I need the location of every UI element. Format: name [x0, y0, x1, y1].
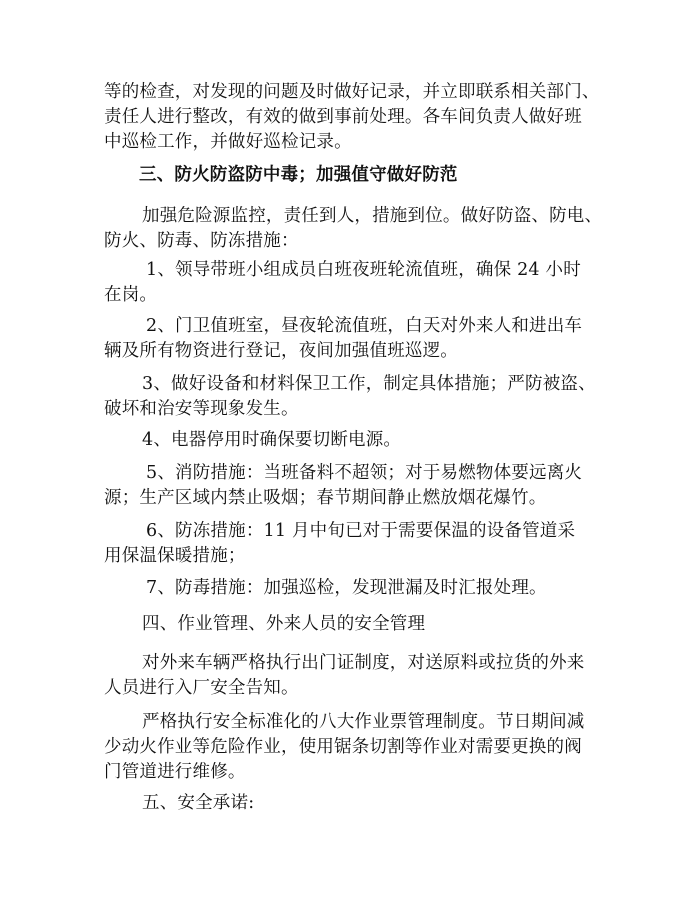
text-line: 1、领导带班小组成员白班夜班轮流值班，确保 24 小时 [146, 260, 581, 280]
text-line: 4、电器停用时确保要切断电源。 [142, 430, 402, 450]
text-line: 3、做好设备和材料保卫工作，制定具体措施；严防被盗、 [142, 374, 596, 394]
text-line: 四、作业管理、外来人员的安全管理 [142, 614, 426, 634]
text-line: 严格执行安全标准化的八大作业票管理制度。节日期间减 [142, 712, 585, 732]
text-line: 6、防冻措施：11 月中旬已对于需要保温的设备管道采 [146, 521, 576, 541]
section-heading-4 [104, 612, 598, 637]
section-heading-5 [104, 791, 598, 816]
list-item-3 [104, 372, 598, 422]
paragraph-visitor-vehicles [104, 651, 598, 701]
text-line: 辆及所有物资进行登记，夜间加强值班巡逻。 [104, 341, 458, 361]
list-item-5 [104, 461, 598, 511]
text-line: 防火、防毒、防冻措施： [104, 231, 299, 251]
text-line: 破坏和治安等现象发生。 [104, 399, 299, 419]
text-line: 三、防火防盗防中毒；加强值守做好防范 [139, 165, 458, 185]
paragraph-work-permits [104, 710, 598, 785]
text-line: 在岗。 [104, 285, 158, 305]
text-line: 加强危险源监控，责任到人，措施到位。做好防盗、防电、 [142, 206, 603, 226]
text-line: 源；生产区域内禁止吸烟；春节期间静止燃放烟花爆竹。 [104, 488, 547, 508]
text-line: 等的检查，对发现的问题及时做好记录，并立即联系相关部门、 [104, 82, 600, 102]
text-line: 门管道进行维修。 [104, 762, 246, 782]
text-line: 责任人进行整改，有效的做到事前处理。各车间负责人做好班 [104, 107, 582, 127]
paragraph-inspection-records [104, 80, 598, 155]
paragraph-hazard-monitoring [104, 204, 603, 254]
list-item-1 [104, 258, 598, 308]
text-line: 人员进行入厂安全告知。 [104, 678, 299, 698]
text-line: 对外来车辆严格执行出门证制度，对送原料或拉货的外来 [142, 653, 585, 673]
text-line: 5、消防措施：当班备料不超领；对于易燃物体要远离火 [146, 463, 583, 483]
list-item-2 [104, 314, 598, 364]
text-line: 少动火作业等危险作业，使用锯条切割等作业对需要更换的阀 [104, 737, 582, 757]
text-line: 用保温保暖措施； [104, 546, 246, 566]
text-line: 7、防毒措施：加强巡检，发现泄漏及时汇报处理。 [146, 578, 547, 598]
list-item-6 [104, 519, 598, 569]
list-item-7 [104, 576, 598, 601]
section-heading-3 [139, 163, 633, 188]
text-line: 中巡检工作，并做好巡检记录。 [104, 132, 352, 152]
text-line: 2、门卫值班室，昼夜轮流值班，白天对外来人和进出车 [146, 316, 583, 336]
text-line: 五、安全承诺: [142, 793, 255, 813]
list-item-4 [104, 428, 598, 453]
